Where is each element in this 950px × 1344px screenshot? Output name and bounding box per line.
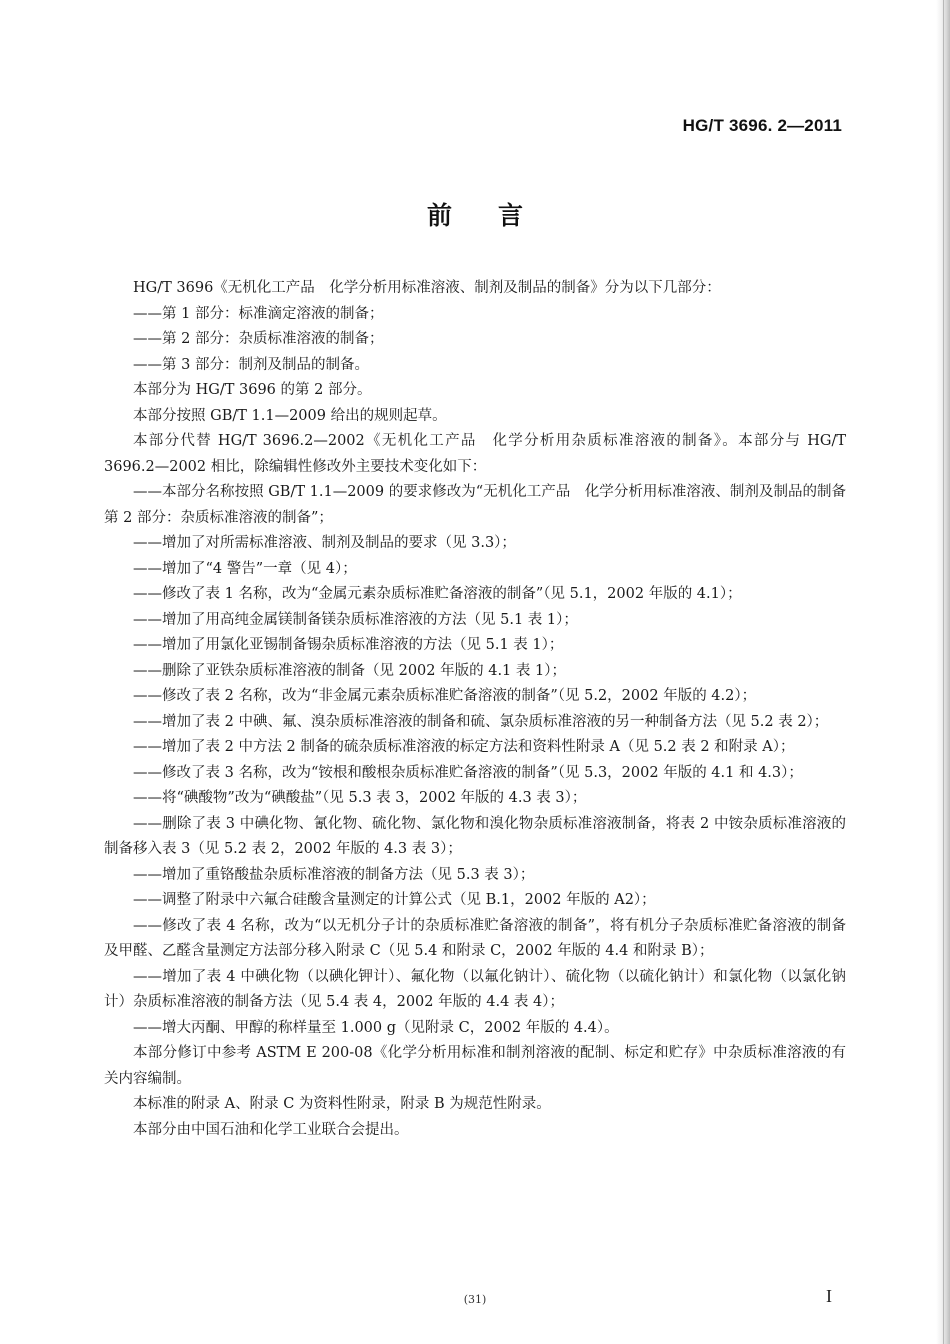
paragraph: 本标准的附录 A、附录 C 为资料性附录，附录 B 为规范性附录。 (133, 1096, 551, 1112)
paragraph: 本部分为 HG/T 3696 的第 2 部分。 (133, 382, 372, 398)
page-title: 前言 (426, 201, 569, 230)
list-item: ——增加了对所需标准溶液、制剂及制品的要求（见 3.3）； (133, 535, 516, 551)
list-item: ——本部分名称按照 GB/T 1.1—2009 的要求修改为“无机化工产品 化学分析用标准溶液、制剂及制品的制备 第 2 部分：杂质标准溶液的制备”； (104, 484, 861, 526)
paragraph: HG/T 3696《无机化工产品 化学分析用标准溶液、制剂及制品的制备》分为以下几部分： (133, 280, 721, 296)
list-item: ——第 2 部分：杂质标准溶液的制备； (133, 331, 384, 347)
list-item: ——修改了表 2 名称，改为“非金属元素杂质标准贮备溶液的制备”（见 5.2，2002 年版的 4.2）； (133, 688, 757, 704)
paragraph: 本部分按照 GB/T 1.1—2009 给出的规则起草。 (133, 407, 447, 424)
list-item: ——增加了用氯化亚锡制备锡杂质标准溶液的方法（见 5.1 表 1）； (133, 637, 564, 653)
list-item: ——将“碘酸物”改为“碘酸盐”（见 5.3 表 3，2002 年版的 4.3 表 3）； (133, 790, 587, 806)
footer-page-number: (31) (463, 1293, 487, 1306)
list-item: ——增加了表 2 中方法 2 制备的硫杂质标准溶液的标定方法和资料性附录 A（见 5.2 表 2 和附录 A）； (133, 739, 795, 755)
list-item: ——修改了表 3 名称，改为“铵根和酸根杂质标准贮备溶液的制备”（见 5.3，2002 年版的 4.1 和 4.3）； (133, 764, 803, 781)
list-item: ——增加了表 4 中碘化物（以碘化钾计）、氟化物（以氟化钠计）、硫化物（以硫化钠计）和氯化物（以氯化钠计）杂质标准溶液的制备方法（见 5.4 表 4，2002 年版的 4.4 表 4）； (104, 968, 846, 1010)
standard-code: HG/T 3696. 2—2011 (682, 116, 842, 135)
list-item: ——第 3 部分：制剂及制品的制备。 (133, 356, 369, 373)
list-item: ——第 1 部分：标准滴定溶液的制备； (133, 305, 384, 322)
footer-roman-page: I (826, 1286, 832, 1306)
list-item: ——增加了表 2 中碘、氟、溴杂质标准溶液的制备和硫、氯杂质标准溶液的另一种制备方法（见 5.2 表 2）； (133, 713, 829, 730)
list-item: ——删除了亚铁杂质标准溶液的制备（见 2002 年版的 4.1 表 1）； (133, 662, 566, 679)
foreword-body (104, 276, 861, 1143)
list-item: ——增大丙酮、甲醇的称样量至 1.000 g（见附录 C，2002 年版的 4.4）。 (133, 1019, 619, 1036)
paragraph: 本部分代替 HG/T 3696.2—2002《无机化工产品 化学分析用杂质标准溶液的制备》。本部分与 HG/T 3696.2—2002 相比，除编辑性修改外主要技术变化如下： (104, 433, 846, 475)
list-item: ——修改了表 1 名称，改为“金属元素杂质标准贮备溶液的制备”（见 5.1，2002 年版的 4.1）； (133, 586, 742, 602)
paragraph: 本部分由中国石油和化学工业联合会提出。 (133, 1121, 409, 1138)
list-item: ——增加了重铬酸盐杂质标准溶液的制备方法（见 5.3 表 3）； (133, 866, 535, 883)
list-item: ——修改了表 4 名称，改为“以无机分子计的杂质标准贮备溶液的制备”，将有机分子杂质标准贮备溶液的制备及甲醛、乙醛含量测定方法部分移入附录 C（见 5.4 和附录 C，2002 年版的 4.4 和附录 B）； (104, 917, 846, 959)
list-item: ——调整了附录中六氟合硅酸含量测定的计算公式（见 B.1，2002 年版的 A2）； (133, 892, 656, 908)
list-item: ——增加了用高纯金属镁制备镁杂质标准溶液的方法（见 5.1 表 1）； (133, 611, 578, 628)
list-item: ——增加了“4 警告”一章（见 4）； (133, 560, 357, 577)
list-item: ——删除了表 3 中碘化物、氰化物、硫化物、氯化物和溴化物杂质标准溶液制备，将表 2 中铵杂质标准溶液的制备移入表 3（见 5.2 表 2，2002 年版的 4.3 表 3）； (104, 815, 846, 857)
paragraph: 本部分修订中参考 ASTM E 200-08《化学分析用标准和制剂溶液的配制、标定和贮存》中杂质标准溶液的有关内容编制。 (104, 1045, 846, 1087)
